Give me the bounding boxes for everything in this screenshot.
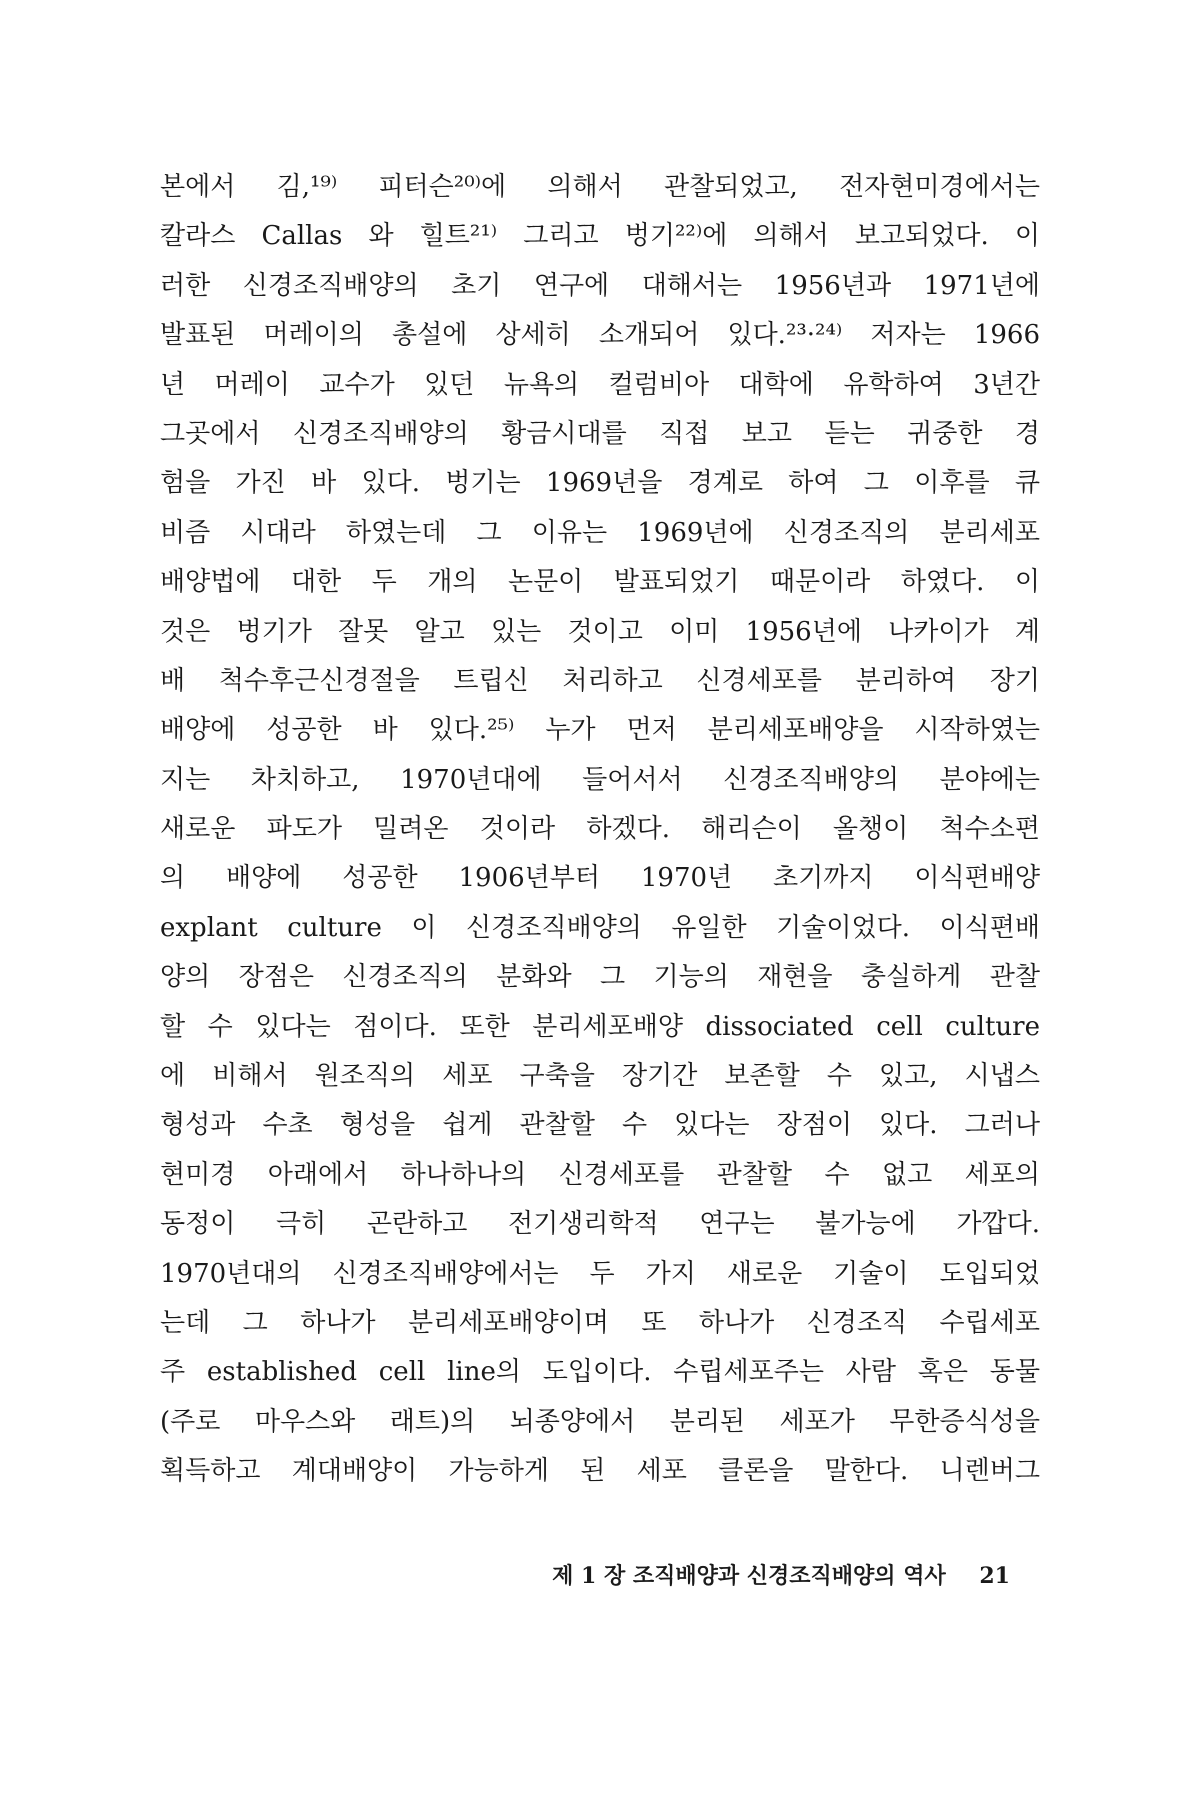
page-number: 21 [979,1563,1010,1589]
text-line: 지는 차치하고, 1970년대에 들어서서 신경조직배양의 분야에는 [160,764,1040,795]
text-line: 는데 그 하나가 분리세포배양이며 또 하나가 신경조직 수립세포 [160,1307,1040,1338]
text-line: 주 established cell line의 도입이다. 수립세포주는 사람 혹은 동물 [160,1357,1040,1388]
text-line: 배양에 성공한 바 있다.²⁵⁾ 누가 먼저 분리세포배양을 시작하였는 [160,715,1040,746]
text-line: 칼라스 Callas 와 힐트²¹⁾ 그리고 벙기²²⁾에 의해서 보고되었다. 이 [160,221,1040,252]
text-line: 그곳에서 신경조직배양의 황금시대를 직접 보고 듣는 귀중한 경 [160,418,1040,449]
text-line: 것은 벙기가 잘못 알고 있는 것이고 이미 1956년에 나카이가 계 [160,616,1040,647]
text-line: 발표된 머레이의 총설에 상세히 소개되어 있다.²³·²⁴⁾ 저자는 1966 [160,320,1040,351]
text-line: 배양법에 대한 두 개의 논문이 발표되었기 때문이라 하였다. 이 [160,567,1040,598]
text-line: 획득하고 계대배양이 가능하게 된 세포 클론을 말한다. 니렌버그 [160,1456,1040,1487]
text-line: 비즘 시대라 하였는데 그 이유는 1969년에 신경조직의 분리세포 [160,517,1040,548]
text-line: 년 머레이 교수가 있던 뉴욕의 컬럼비아 대학에 유학하여 3년간 [160,369,1040,400]
text-line: 의 배양에 성공한 1906년부터 1970년 초기까지 이식편배양 [160,863,1040,894]
text-line: 험을 가진 바 있다. 벙기는 1969년을 경계로 하여 그 이후를 큐 [160,468,1040,499]
text-line: 에 비해서 원조직의 세포 구축을 장기간 보존할 수 있고, 시냅스 [160,1061,1040,1092]
text-line: 본에서 김,¹⁹⁾ 피터슨²⁰⁾에 의해서 관찰되었고, 전자현미경에서는 [160,172,1040,202]
chapter-title: 제 1 장 조직배양과 신경조직배양의 역사 [552,1563,946,1589]
body-paragraph [160,163,1040,1497]
text-line: explant culture 이 신경조직배양의 유일한 기술이었다. 이식편배 [160,912,1040,943]
running-footer [552,1559,1010,1590]
text-line: 양의 장점은 신경조직의 분화와 그 기능의 재현을 충실하게 관찰 [160,962,1040,993]
text-line: (주로 마우스와 래트)의 뇌종양에서 분리된 세포가 무한증식성을 [160,1406,1040,1437]
text-line: 새로운 파도가 밀려온 것이라 하겠다. 해리슨이 올챙이 척수소편 [160,814,1040,845]
text-line: 러한 신경조직배양의 초기 연구에 대해서는 1956년과 1971년에 [160,270,1040,301]
text-line: 할 수 있다는 점이다. 또한 분리세포배양 dissociated cell culture [160,1011,1040,1042]
text-line: 현미경 아래에서 하나하나의 신경세포를 관찰할 수 없고 세포의 [160,1159,1040,1190]
text-line: 1970년대의 신경조직배양에서는 두 가지 새로운 기술이 도입되었 [160,1258,1040,1289]
text-line: 형성과 수초 형성을 쉽게 관찰할 수 있다는 장점이 있다. 그러나 [160,1110,1040,1141]
text-line: 동정이 극히 곤란하고 전기생리학적 연구는 불가능에 가깝다. [160,1209,1040,1240]
text-line: 배 척수후근신경절을 트립신 처리하고 신경세포를 분리하여 장기 [160,665,1040,696]
